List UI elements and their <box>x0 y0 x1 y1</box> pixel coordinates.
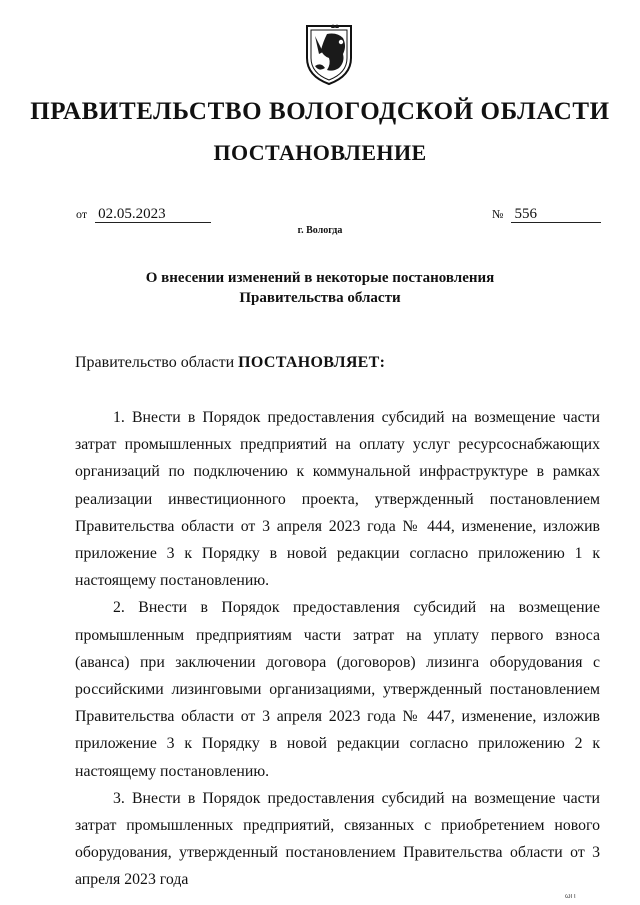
document-number <box>492 206 601 223</box>
subject-line-1: О внесении изменений в некоторые постановления <box>145 270 495 286</box>
footer-mark: ωι ι <box>565 893 576 900</box>
date-value: 02.05.2023 <box>95 206 211 223</box>
document-subject <box>90 268 550 308</box>
preamble <box>75 354 385 372</box>
preamble-text: Правительство области <box>75 354 235 371</box>
date-prefix: от <box>76 207 88 221</box>
document-type: ПОСТАНОВЛЕНИЕ <box>213 140 427 165</box>
subject-line-2: Правительства области <box>239 290 401 306</box>
paragraph-1: 1. Внести в Порядок предоставления субсидий на возмещение части затрат промышленных предприятий на оплату услуг ресурсоснабжающих организаций по подключению к коммунальной инфраструктуре в рамках реализации инвестиционного проекта, утвержденный постановлением Правительства области от 3 апреля 2023 года № 444, изменение, изложив приложение 3 к Порядку в новой редакции согласно приложению 1 к настоящему постановлению. <box>75 409 600 590</box>
vologda-coat-of-arms-icon <box>301 22 357 86</box>
number-prefix: № <box>492 207 504 221</box>
document-body <box>75 404 600 894</box>
city-line: г. Вологда <box>297 225 343 236</box>
document-date <box>76 206 211 223</box>
preamble-emphasis: ПОСТАНОВЛЯЕТ: <box>238 354 386 371</box>
paragraph-2: 2. Внести в Порядок предоставления субсидий на возмещение промышленным предприятиям части затрат на уплату первого взноса (аванса) при заключении договора (договоров) лизинга оборудования с российскими лизинговыми организациями, утвержденный постановлением Правительства области от 3 апреля 2023 года № 447, изменение, изложив приложение 3 к Порядку в новой редакции согласно приложению 2 к настоящему постановлению. <box>75 599 600 780</box>
paragraph-3: 3. Внести в Порядок предоставления субсидий на возмещение части затрат промышленных предприятий, связанных с приобретением нового оборудования, утвержденный постановлением Правительства области от 3 апреля 2023 года <box>75 789 600 889</box>
number-value: 556 <box>511 206 601 223</box>
organization-title: ПРАВИТЕЛЬСТВО ВОЛОГОДСКОЙ ОБЛАСТИ <box>30 98 610 125</box>
